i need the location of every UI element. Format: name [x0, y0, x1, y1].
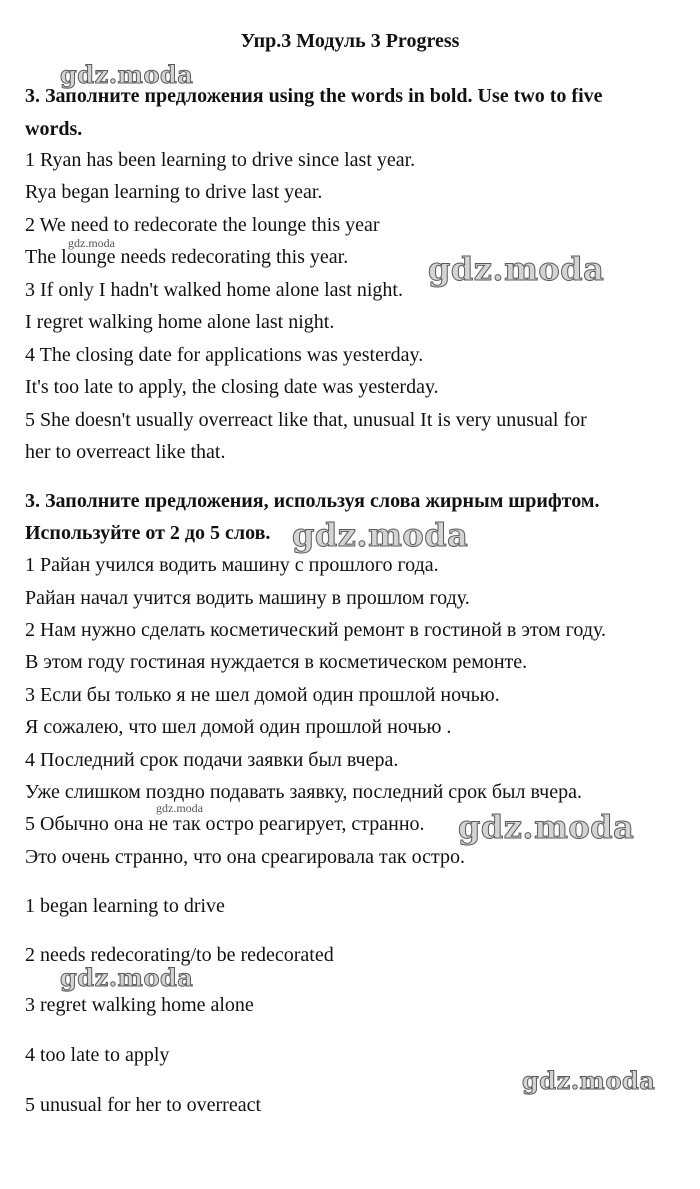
watermark-small: gdz.moda — [156, 801, 203, 815]
watermark-small: gdz.moda — [68, 236, 115, 250]
watermark-logo: gdz.moda — [60, 963, 194, 992]
page-title: Упр.3 Модуль 3 Progress — [240, 30, 460, 52]
russian-line: Я сожалею, что шел домой один прошлой ночью . — [25, 716, 452, 738]
russian-line: 5 Обычно она не так остро реагирует, странно. — [25, 813, 425, 835]
answer-line: 4 too late to apply — [25, 1044, 170, 1066]
english-line: her to overreact like that. — [25, 441, 226, 463]
russian-line: Райан начал учится водить машину в прошлом году. — [25, 587, 470, 609]
answer-line: 2 needs redecorating/to be redecorated — [25, 944, 334, 966]
english-line: Rya began learning to drive last year. — [25, 181, 323, 203]
english-line: I regret walking home alone last night. — [25, 311, 335, 333]
russian-line: Уже слишком поздно подавать заявку, последний срок был вчера. — [25, 781, 582, 803]
russian-line: 1 Райан учился водить машину с прошлого года. — [25, 554, 439, 576]
english-line: The lounge needs redecorating this year. — [25, 246, 349, 268]
russian-line: В этом году гостиная нуждается в косметическом ремонте. — [25, 651, 528, 673]
russian-heading-line-2: Используйте от 2 до 5 слов. — [25, 522, 271, 544]
english-line: 2 We need to redecorate the lounge this year — [25, 214, 380, 236]
answer-line: 5 unusual for her to overreact — [25, 1094, 262, 1116]
english-line: It's too late to apply, the closing date was yesterday. — [25, 376, 439, 398]
russian-line: 3 Если бы только я не шел домой один прошлой ночью. — [25, 684, 500, 706]
russian-line: 2 Нам нужно сделать косметический ремонт в гостиной в этом году. — [25, 619, 606, 641]
english-heading-line-2: words. — [25, 118, 83, 140]
watermark-logo: gdz.moda — [522, 1066, 656, 1095]
watermark-logo: gdz.moda — [458, 808, 635, 846]
english-heading-line-1: 3. Заполните предложения using the words in bold. Use two to five — [25, 85, 603, 107]
english-line: 3 If only I hadn't walked home alone last night. — [25, 279, 403, 301]
english-line: 5 She doesn't usually overreact like that, unusual It is very unusual for — [25, 409, 587, 431]
answer-line: 3 regret walking home alone — [25, 994, 254, 1016]
english-line: 4 The closing date for applications was yesterday. — [25, 344, 424, 366]
russian-line: 4 Последний срок подачи заявки был вчера. — [25, 749, 399, 771]
watermark-logo: gdz.moda — [428, 250, 605, 288]
watermark-logo: gdz.moda — [60, 60, 194, 89]
answer-line: 1 began learning to drive — [25, 895, 225, 917]
watermark-logo: gdz.moda — [292, 516, 469, 554]
russian-heading-line-1: 3. Заполните предложения, используя слова жирным шрифтом. — [25, 490, 600, 512]
russian-line: Это очень странно, что она среагировала так остро. — [25, 846, 465, 868]
english-line: 1 Ryan has been learning to drive since last year. — [25, 149, 416, 171]
